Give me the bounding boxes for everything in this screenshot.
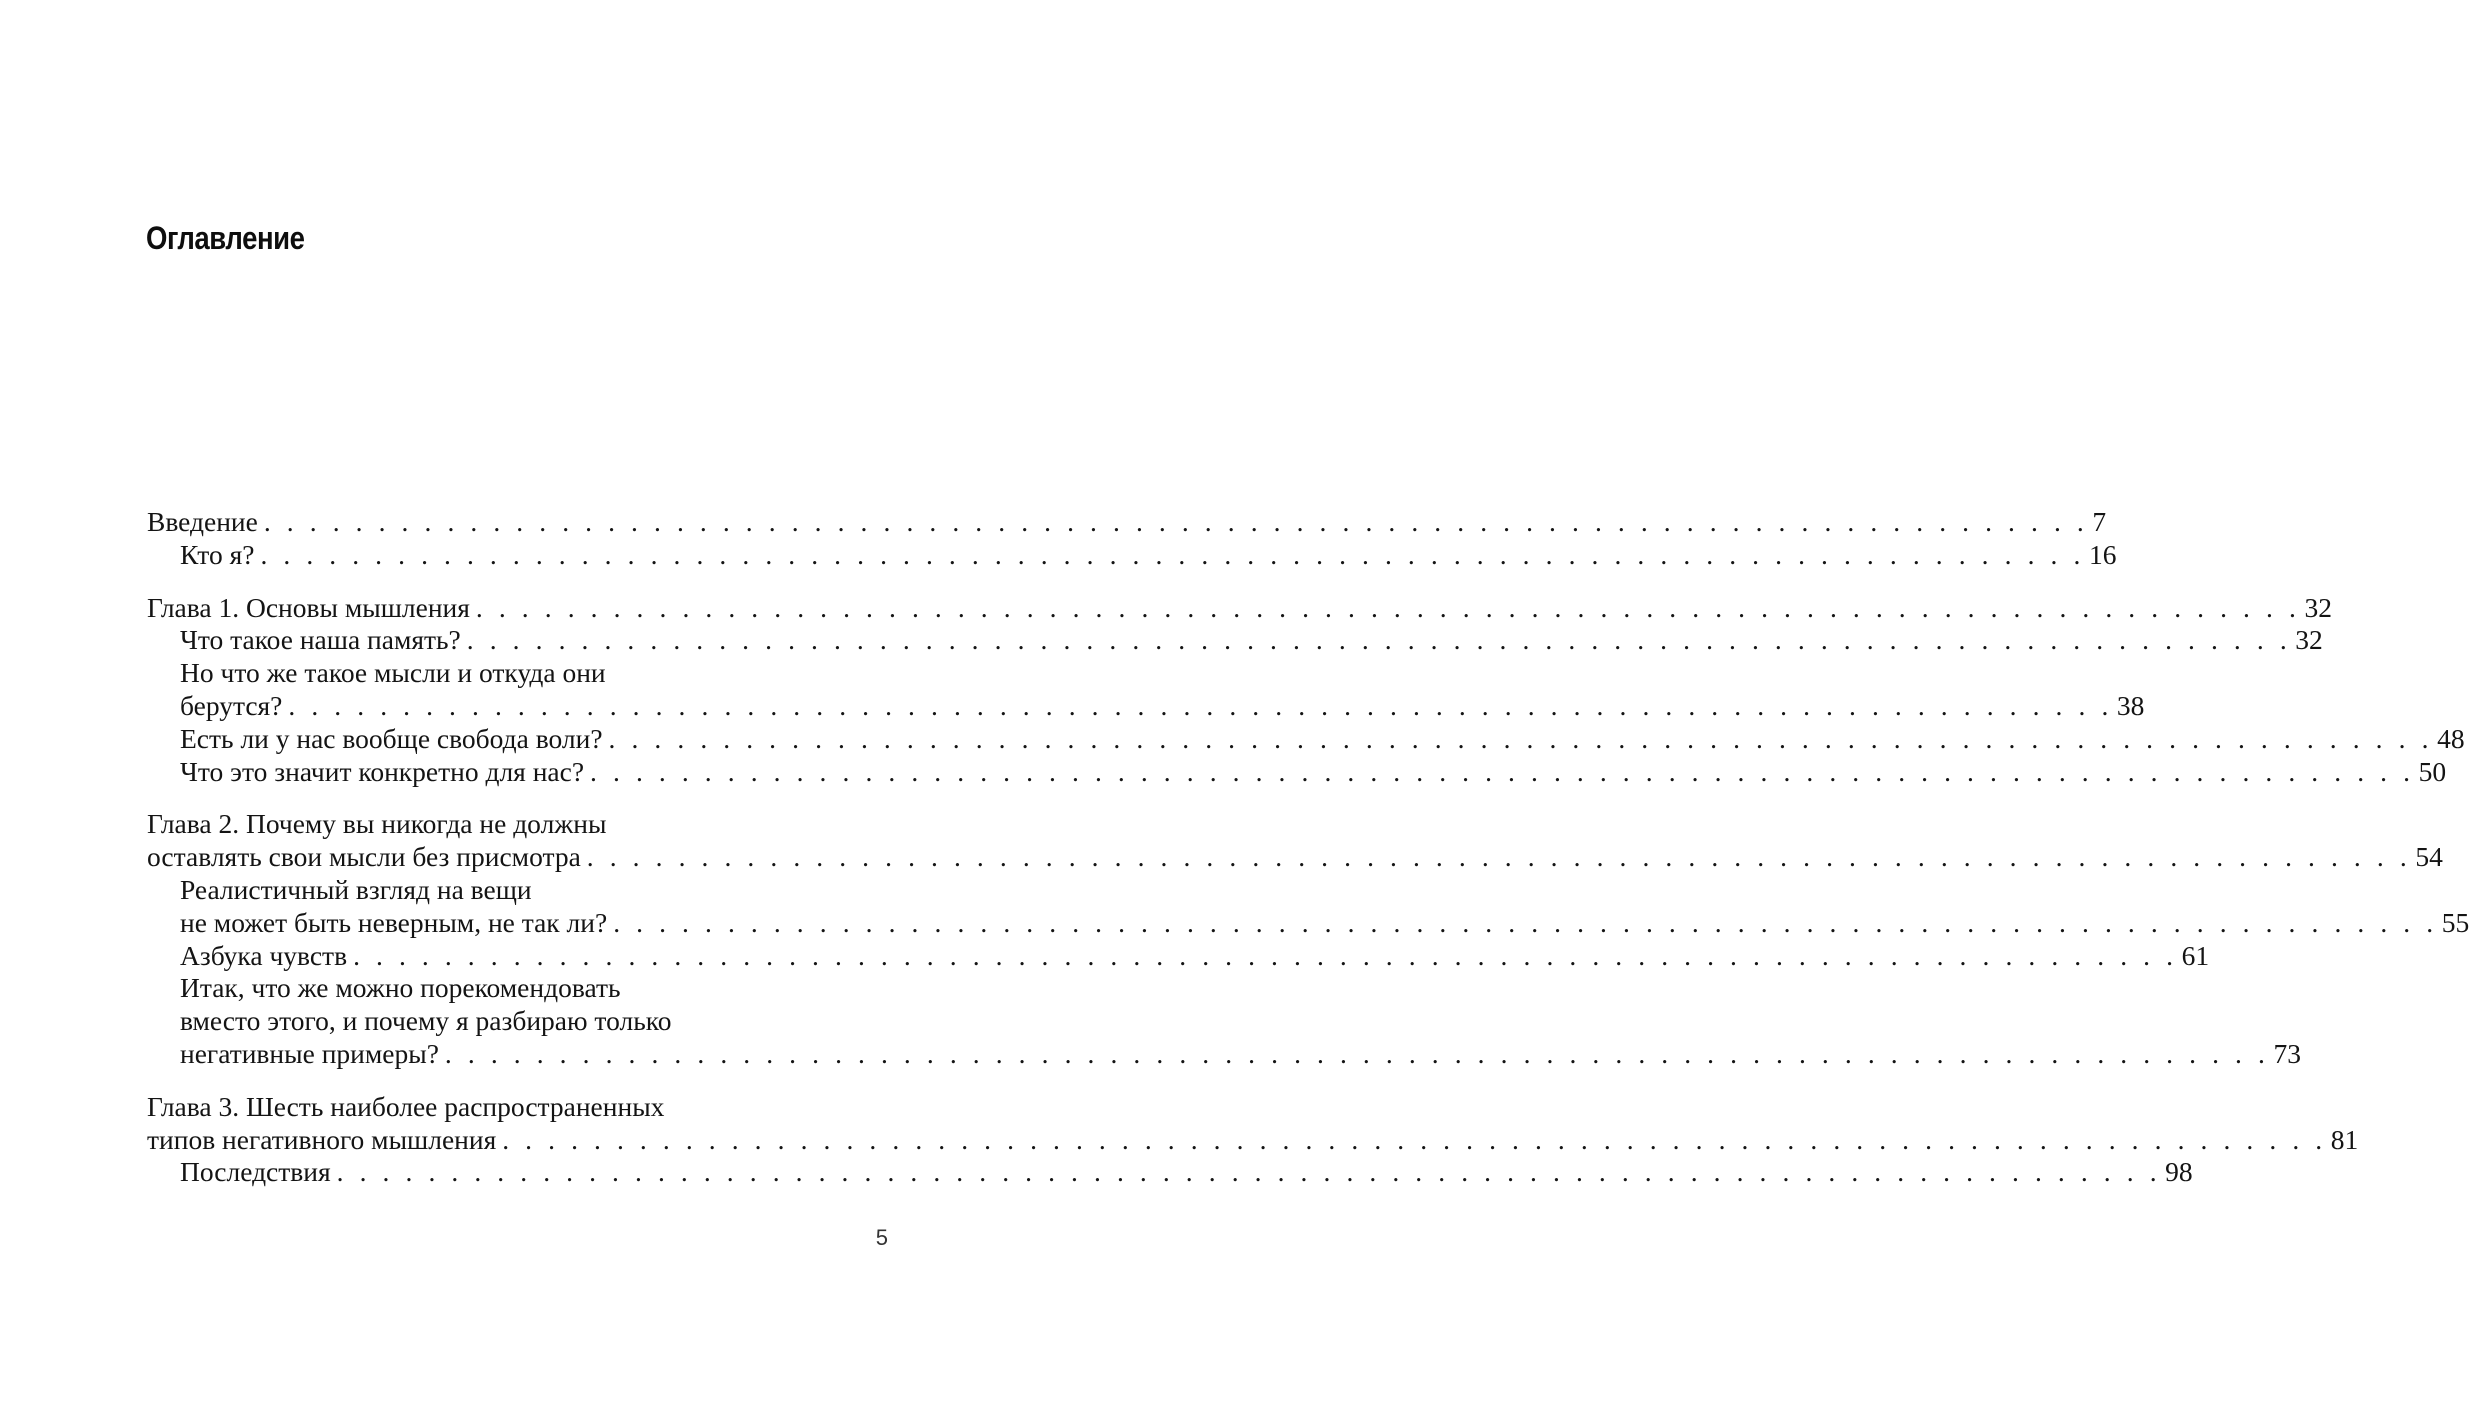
toc-entry-title: Последствия: [180, 1156, 331, 1188]
dot-leader: . . . . . . . . . . . . . . . . . . . . . . . . . . . . . . . . . . . . . . . . . . . . . . . . . . . . . . . . . . . . . . . . . . . . . . . . . . . . . . . .: [263, 506, 2089, 537]
toc-section-chapter-3: [147, 1090, 2359, 1189]
toc-entry-recommendations[interactable]: [147, 1037, 2301, 1071]
dot-leader: . . . . . . . . . . . . . . . . . . . . . . . . . . . . . . . . . . . . . . . . . . . . . . . . . . . . . . . . . . . . . . . . . . . . . . . . . . . . . . . .: [475, 591, 2301, 623]
dot-leader: . . . . . . . . . . . . . . . . . . . . . . . . . . . . . . . . . . . . . . . . . . . . . . . . . . . . . . . . . . . . . . . . . . . . . . . . . . . . . . . .: [353, 939, 2178, 971]
toc-entry-title: Кто я?: [180, 538, 255, 570]
toc-entry-recommendations-line-2[interactable]: вместо этого, и почему я разбираю только: [180, 1005, 672, 1037]
toc-entry-page: 61: [2181, 939, 2210, 971]
toc-entry-intro[interactable]: [147, 506, 2107, 539]
dot-leader: . . . . . . . . . . . . . . . . . . . . . . . . . . . . . . . . . . . . . . . . . . . . . . . . . . . . . . . . . . . . . . . . . . . . . . . . . . . . . . . .: [260, 538, 2085, 570]
page-number: 5: [875, 1225, 888, 1250]
toc-entry-thoughts[interactable]: [147, 689, 2145, 723]
toc-entry-page: 32: [2295, 624, 2323, 656]
dot-leader: . . . . . . . . . . . . . . . . . . . . . . . . . . . . . . . . . . . . . . . . . . . . . . . . . . . . . . . . . . . . . . . . . . . . . . . . . . . . . . . .: [336, 1156, 2162, 1188]
toc-section-chapter-1: [147, 591, 2465, 789]
toc-entry-meaning-for-us[interactable]: [147, 755, 2447, 789]
toc-entry-chapter-3[interactable]: [147, 1123, 2359, 1157]
toc-entry-title: Глава 1. Основы мышления: [147, 591, 470, 623]
toc-entry-title: Что это значит конкретно для нас?: [180, 755, 585, 787]
toc-entry-feelings-abc[interactable]: [147, 939, 2210, 973]
toc-entry-page: 7: [2092, 506, 2107, 537]
toc-entry-memory[interactable]: [147, 624, 2323, 657]
toc-entry-chapter-2-line-1[interactable]: Глава 2. Почему вы никогда не должны: [147, 808, 607, 840]
toc-entry-title: негативные примеры?: [180, 1037, 439, 1069]
toc-entry-page: 55: [2441, 906, 2469, 938]
toc-entry-title: не может быть неверным, не так ли?: [180, 906, 608, 938]
toc-entry-title: Введение: [147, 506, 258, 537]
toc-entry-page: 32: [2304, 591, 2332, 623]
toc-entry-consequences[interactable]: [147, 1156, 2193, 1189]
toc-entry-thoughts-line-1[interactable]: Но что же такое мысли и откуда они: [180, 657, 606, 689]
dot-leader: . . . . . . . . . . . . . . . . . . . . . . . . . . . . . . . . . . . . . . . . . . . . . . . . . . . . . . . . . . . . . . . . . . . . . . . . . . . . . . . .: [444, 1037, 2270, 1069]
toc-entry-free-will[interactable]: [147, 722, 2465, 756]
toc-section-intro: [147, 506, 2117, 572]
toc-entry-page: 81: [2330, 1123, 2359, 1155]
toc-entry-page: 16: [2088, 538, 2117, 570]
toc-entry-title: оставлять свои мысли без присмотра: [147, 841, 581, 873]
page-title: Оглавление: [146, 220, 305, 256]
dot-leader: . . . . . . . . . . . . . . . . . . . . . . . . . . . . . . . . . . . . . . . . . . . . . . . . . . . . . . . . . . . . . . . . . . . . . . . . . . . . . . . .: [590, 755, 2415, 787]
toc-entry-chapter-1[interactable]: [147, 591, 2332, 625]
toc-entry-title: берутся?: [180, 689, 283, 721]
toc-entry-recommendations-line-1[interactable]: Итак, что же можно порекомендовать: [180, 972, 621, 1004]
dot-leader: . . . . . . . . . . . . . . . . . . . . . . . . . . . . . . . . . . . . . . . . . . . . . . . . . . . . . . . . . . . . . . . . . . . . . . . . . . . . . . . .: [502, 1123, 2327, 1155]
table-of-contents: [147, 506, 2469, 1209]
dot-leader: . . . . . . . . . . . . . . . . . . . . . . . . . . . . . . . . . . . . . . . . . . . . . . . . . . . . . . . . . . . . . . . . . . . . . . . . . . . . . . . .: [466, 624, 2292, 656]
toc-entry-page: 48: [2437, 722, 2465, 754]
toc-entry-title: типов негативного мышления: [147, 1123, 497, 1155]
dot-leader: . . . . . . . . . . . . . . . . . . . . . . . . . . . . . . . . . . . . . . . . . . . . . . . . . . . . . . . . . . . . . . . . . . . . . . . . . . . . . . . .: [288, 689, 2113, 721]
toc-entry-page: 50: [2418, 755, 2447, 787]
toc-entry-page: 98: [2165, 1156, 2193, 1188]
toc-entry-page: 38: [2116, 689, 2145, 721]
toc-section-chapter-2: [147, 808, 2469, 1070]
toc-entry-realistic-view-line-1[interactable]: Реалистичный взгляд на вещи: [180, 873, 532, 905]
toc-entry-page: 73: [2273, 1037, 2301, 1069]
toc-entry-page: 54: [2415, 841, 2443, 873]
dot-leader: . . . . . . . . . . . . . . . . . . . . . . . . . . . . . . . . . . . . . . . . . . . . . . . . . . . . . . . . . . . . . . . . . . . . . . . . . . . . . . . .: [608, 722, 2434, 754]
toc-entry-realistic-view[interactable]: [147, 906, 2469, 940]
toc-entry-chapter-3-line-1[interactable]: Глава 3. Шесть наиболее распространенных: [147, 1090, 665, 1122]
toc-entry-who-am-i[interactable]: [147, 538, 2117, 572]
toc-entry-title: Что такое наша память?: [180, 624, 461, 656]
dot-leader: . . . . . . . . . . . . . . . . . . . . . . . . . . . . . . . . . . . . . . . . . . . . . . . . . . . . . . . . . . . . . . . . . . . . . . . . . . . . . . . .: [586, 841, 2412, 873]
toc-entry-chapter-2[interactable]: [147, 841, 2443, 874]
toc-entry-title: Азбука чувств: [180, 939, 348, 971]
toc-entry-title: Есть ли у нас вообще свобода воли?: [180, 722, 603, 754]
dot-leader: . . . . . . . . . . . . . . . . . . . . . . . . . . . . . . . . . . . . . . . . . . . . . . . . . . . . . . . . . . . . . . . . . . . . . . . . . . . . . . . .: [613, 906, 2438, 938]
